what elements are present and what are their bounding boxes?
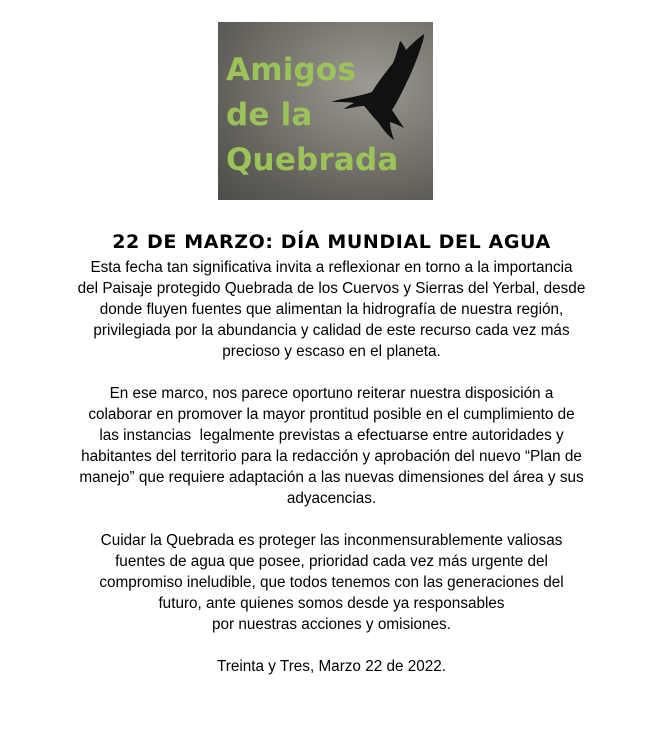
paragraph-1 bbox=[0, 257, 663, 362]
place-date: Treinta y Tres, Marzo 22 de 2022. bbox=[217, 658, 446, 675]
paragraph-line: por nuestras acciones y omisiones. bbox=[212, 616, 451, 633]
paragraph-line: futuro, ante quienes somos desde ya responsables bbox=[158, 595, 505, 612]
crow-icon bbox=[326, 32, 430, 142]
logo bbox=[218, 22, 433, 200]
logo-text-line-1: Amigos bbox=[226, 52, 357, 88]
paragraph-line: precioso y escaso en el planeta. bbox=[222, 343, 441, 360]
paragraph-spacer bbox=[0, 362, 663, 383]
paragraph-line: adyacencias. bbox=[286, 490, 377, 507]
paragraph-2 bbox=[0, 383, 663, 509]
paragraph-line: las instancias legalmente previstas a efectuarse entre autoridades y bbox=[99, 427, 564, 444]
paragraph-line: privilegiada por la abundancia y calidad de este recurso cada vez más bbox=[93, 322, 570, 339]
paragraph-line: fuentes de agua que posee, prioridad cada vez más urgente del bbox=[115, 553, 548, 570]
paragraph-line: donde fluyen fuentes que alimentan la hidrografía de nuestra región, bbox=[99, 301, 564, 318]
paragraph-line: del Paisaje protegido Quebrada de los Cuervos y Sierras del Yerbal, desde bbox=[77, 280, 586, 297]
page-title: 22 DE MARZO: DÍA MUNDIAL DEL AGUA bbox=[112, 231, 551, 253]
paragraph-spacer bbox=[0, 635, 663, 656]
signature-line bbox=[0, 656, 663, 677]
paragraph-line: manejo” que requiere adaptación a las nuevas dimensiones del área y sus bbox=[79, 469, 584, 486]
paragraph-line: En ese marco, nos parece oportuno reiterar nuestra disposición a bbox=[109, 385, 554, 402]
paragraph-line: colaborar en promover la mayor prontitud posible en el cumplimiento de bbox=[88, 406, 575, 423]
logo-text-line-2: de la bbox=[226, 97, 313, 133]
paragraph-line: Cuidar la Quebrada es proteger las inconmensurablemente valiosas bbox=[100, 532, 563, 549]
logo-text-line-3: Quebrada bbox=[226, 142, 399, 178]
paragraph-3 bbox=[0, 530, 663, 635]
paragraph-spacer bbox=[0, 509, 663, 530]
paragraph-line: compromiso ineludible, que todos tenemos con las generaciones del bbox=[99, 574, 564, 591]
paragraph-line: Esta fecha tan significativa invita a reflexionar en torno a la importancia bbox=[90, 259, 573, 276]
document-body bbox=[0, 229, 663, 677]
paragraph-line: habitantes del territorio para la redacción y aprobación del nuevo “Plan de bbox=[81, 448, 582, 465]
